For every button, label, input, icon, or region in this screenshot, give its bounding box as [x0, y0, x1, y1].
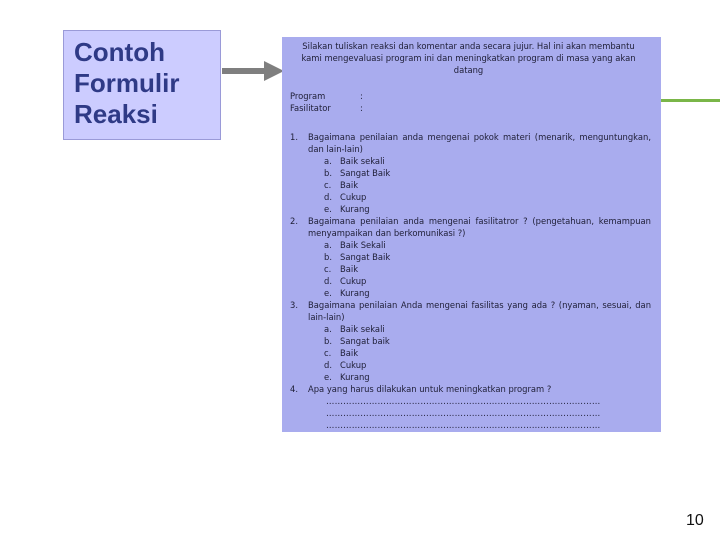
option-item[interactable] [290, 275, 651, 287]
option-letter: a. [324, 324, 332, 334]
question-1 [290, 131, 651, 155]
option-text: Sangat baik [340, 336, 390, 346]
option-item[interactable] [290, 239, 651, 251]
answer-line[interactable]: …………………………………………………………………………………… [326, 420, 601, 430]
question-number: 1. [290, 132, 298, 142]
title-line-2: Formulir [74, 68, 180, 98]
facilitator-row [290, 102, 651, 114]
option-text: Baik sekali [340, 156, 385, 166]
option-item[interactable] [290, 179, 651, 191]
option-letter: b. [324, 336, 332, 346]
option-text: Cukup [340, 276, 367, 286]
option-item[interactable] [290, 203, 651, 215]
option-text: Baik Sekali [340, 240, 386, 250]
option-letter: b. [324, 252, 332, 262]
option-item[interactable] [290, 155, 651, 167]
question-list [290, 131, 651, 431]
option-text: Kurang [340, 204, 370, 214]
question-text: Apa yang harus dilakukan untuk meningkatkan program ? [308, 384, 552, 394]
option-letter: e. [324, 204, 332, 214]
option-letter: e. [324, 288, 332, 298]
question-number: 3. [290, 300, 298, 310]
option-text: Baik [340, 348, 359, 358]
option-text: Baik sekali [340, 324, 385, 334]
reaction-form [282, 37, 661, 432]
form-meta [290, 90, 651, 114]
option-letter: b. [324, 168, 332, 178]
slide-title [63, 30, 221, 140]
option-letter: c. [324, 180, 332, 190]
option-text: Baik [340, 180, 359, 190]
title-line-3: Reaksi [74, 99, 158, 129]
option-item[interactable] [290, 371, 651, 383]
option-text: Kurang [340, 372, 370, 382]
accent-divider [660, 99, 720, 102]
option-item[interactable] [290, 191, 651, 203]
title-line-1: Contoh [74, 37, 165, 67]
option-text: Cukup [340, 360, 367, 370]
question-number: 4. [290, 384, 298, 394]
facilitator-label: Fasilitator [290, 103, 331, 113]
option-item[interactable] [290, 323, 651, 335]
right-arrow-icon [222, 60, 284, 82]
program-row [290, 90, 651, 102]
option-item[interactable] [290, 347, 651, 359]
option-letter: e. [324, 372, 332, 382]
option-item[interactable] [290, 287, 651, 299]
option-item[interactable] [290, 335, 651, 347]
option-item[interactable] [290, 167, 651, 179]
question-text: Bagaimana penilaian anda mengenai pokok materi (menarik, menguntungkan, dan lain-lain) [308, 132, 651, 154]
option-text: Sangat Baik [340, 252, 391, 262]
option-letter: c. [324, 348, 332, 358]
answer-line[interactable]: …………………………………………………………………………………… [326, 408, 601, 418]
question-4 [290, 383, 651, 395]
program-label: Program [290, 91, 326, 101]
option-letter: a. [324, 156, 332, 166]
option-letter: d. [324, 192, 332, 202]
question-2 [290, 215, 651, 239]
option-item[interactable] [290, 251, 651, 263]
program-colon: : [360, 91, 363, 101]
facilitator-colon: : [360, 103, 363, 113]
question-3 [290, 299, 651, 323]
option-item[interactable] [290, 359, 651, 371]
option-letter: d. [324, 360, 332, 370]
option-text: Cukup [340, 192, 367, 202]
question-text: Bagaimana penilaian anda mengenai fasilitatror ? (pengetahuan, kemampuan menyampaikan dan berkomunikasi ?) [308, 216, 651, 238]
option-item[interactable] [290, 263, 651, 275]
option-letter: c. [324, 264, 332, 274]
page-number: 10 [686, 512, 704, 529]
question-number: 2. [290, 216, 298, 226]
option-text: Kurang [340, 288, 370, 298]
option-text: Baik [340, 264, 359, 274]
option-letter: a. [324, 240, 332, 250]
form-intro: Silakan tuliskan reaksi dan komentar anda secara jujur. Hal ini akan membantu kami mengevaluasi program ini dan meningkatkan program di masa yang akan datang [301, 41, 636, 75]
answer-line[interactable]: …………………………………………………………………………………… [326, 396, 601, 406]
question-text: Bagaimana penilaian Anda mengenai fasilitas yang ada ? (nyaman, sesuai, dan lain-lain) [308, 300, 651, 322]
option-letter: d. [324, 276, 332, 286]
option-text: Sangat Baik [340, 168, 391, 178]
